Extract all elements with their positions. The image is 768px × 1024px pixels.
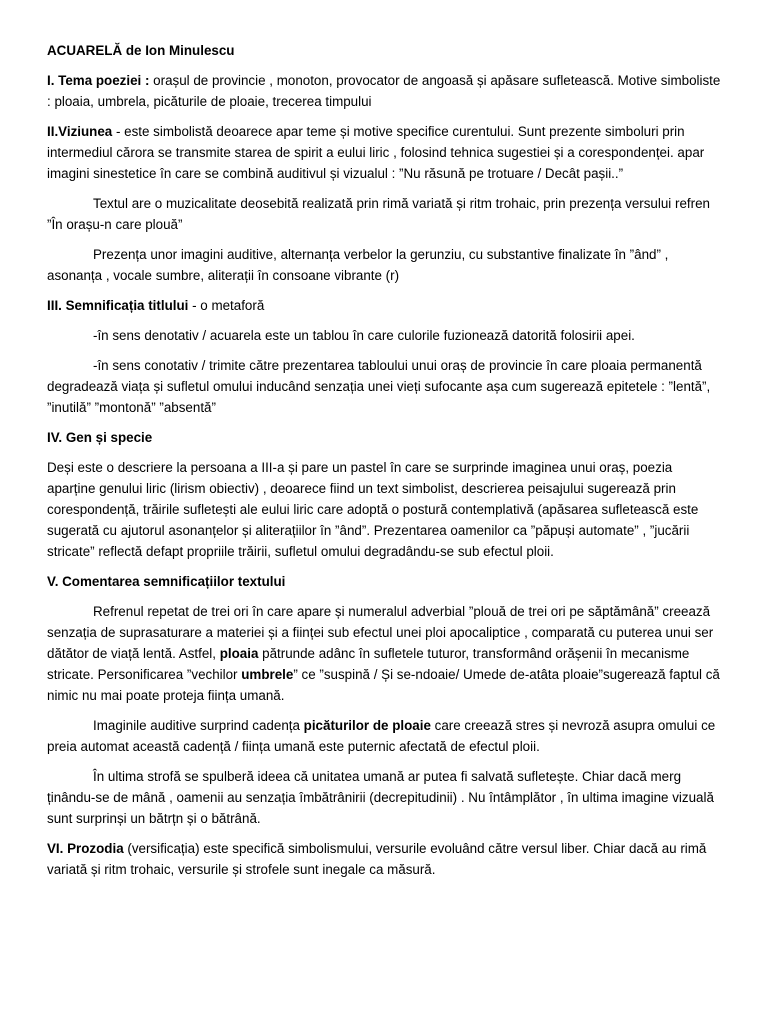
section-heading: IV. Gen și specie <box>47 430 153 445</box>
section-semnificatia-titlului <box>47 295 723 316</box>
section-text: - este simbolistă deoarece apar teme și motive specifice curentului. Sunt prezente simboluri prin intermediul cărora se transmite starea de spirit a eului liric , folosind tehnica sugestiei și a corespondenței. apar imagini sinestetice în care se combină auditivul și vizualul : ”Nu răsună pe trotuare / Decât pașii..” <box>47 124 705 181</box>
section-prozodia <box>47 838 723 880</box>
section-viziunea <box>47 121 723 184</box>
text-run: pătrunde adânc în sufletele tuturor, transformând orășenii în mecanisme stricate. Personificarea ”vechilor <box>47 646 690 682</box>
section-heading: II.Viziunea <box>47 124 113 139</box>
text-run-bold: ploaia <box>219 646 259 661</box>
paragraph: Prezența unor imagini auditive, alternanța verbelor la gerunziu, cu substantive finalizate în ”ând” , asonanța , vocale sumbre, aliterații în consoane vibrante (r) <box>47 247 669 283</box>
text-run-bold: picăturilor de ploaie <box>303 718 431 733</box>
paragraph: Textul are o muzicalitate deosebită realizată prin rimă variată și ritm trohaic, prin prezența versului refren ”În orașu-n care plouă” <box>47 196 710 232</box>
section-tema <box>47 70 723 112</box>
text-run: Imaginile auditive surprind cadența <box>93 718 304 733</box>
document-title: ACUARELĂ de Ion Minulescu <box>47 43 235 58</box>
text-run: care creează stres și nevroză asupra omului ce preia automat această cadență / ființa umană este puternic afectată de efectul ploii. <box>47 718 716 754</box>
section-heading: I. Tema poeziei : <box>47 73 150 88</box>
section-text: orașul de provincie , monoton, provocator de angoasă și apăsare sufletească. Motive simboliste : ploaia, umbrela, picăturile de ploaie, trecerea timpului <box>47 73 721 109</box>
section-heading: VI. Prozodia <box>47 841 124 856</box>
paragraph: Deși este o descriere la persoana a III-a și pare un pastel în care se surprinde imaginea unui oraș, poezia aparține genului liric (lirism obiectiv) , deoarece fiind un text simbolist, descrierea peisajului sugerează prin corespondență, trăirile sufletești ale eului liric care adoptă o postură contemplativă (apăsarea sufletească este sugerată cu ajutorul asonanțelor și aliterațiilor în ”ând”. Prezentarea oamenilor ca ”păpuși automate” , ”jucării stricate” reflectă defapt propriile trăirii, sufletul omului degradându-se sub efectul ploii. <box>47 460 699 559</box>
section-text: - o metaforă <box>188 298 265 313</box>
section-text: (versificația) este specifică simbolismului, versurile evoluând către versul liber. Chiar dacă au rimă variată și ritm trohaic, versurile și strofele sunt inegale ca măsură. <box>47 841 707 877</box>
text-run: Refrenul repetat de trei ori în care apare și numeralul adverbial ”plouă de trei ori pe săptămână” creează senzația de suprasaturare a materiei și a ființei sub efectul unei ploi apocaliptice , comparată cu puterea unui ser dătător de viață lentă. Astfel, <box>47 604 714 661</box>
paragraph-ultima-strofa: În ultima strofă se spulberă ideea că unitatea umană ar putea fi salvată sufletește. Chiar dacă merg ținându-se de mână , oamenii au senzația îmbătrânirii (decrepitudinii) . Nu întâmplător , în ultima imagine vizuală sunt surprinși un bătrțn și o bătrână. <box>47 769 714 826</box>
document-page <box>47 40 723 889</box>
paragraph-imagini-auditive <box>47 715 723 757</box>
section-heading: III. Semnificația titlului <box>47 298 189 313</box>
paragraph-conotativ: -în sens conotativ / trimite către prezentarea tabloului unui oraș de provincie în care ploaia permanentă degradează viața și sufletul omului inducând senzația unei vieți sufocante așa cum sugerează epitetele : ”lentă”, ”inutilă” ”montonă” ”absentă” <box>47 358 711 415</box>
paragraph-denotativ: -în sens denotativ / acuarela este un tablou în care culorile fuzionează datorită folosirii apei. <box>93 328 635 343</box>
section-heading: V. Comentarea semnificațiilor textului <box>47 574 286 589</box>
text-run-bold: umbrele <box>241 667 294 682</box>
paragraph-refren <box>47 601 723 706</box>
text-run: ” ce ”suspină / Și se-ndoaie/ Umede de-atâta ploaie”sugerează faptul că nimic nu mai poate proteja ființa umană. <box>47 667 720 703</box>
